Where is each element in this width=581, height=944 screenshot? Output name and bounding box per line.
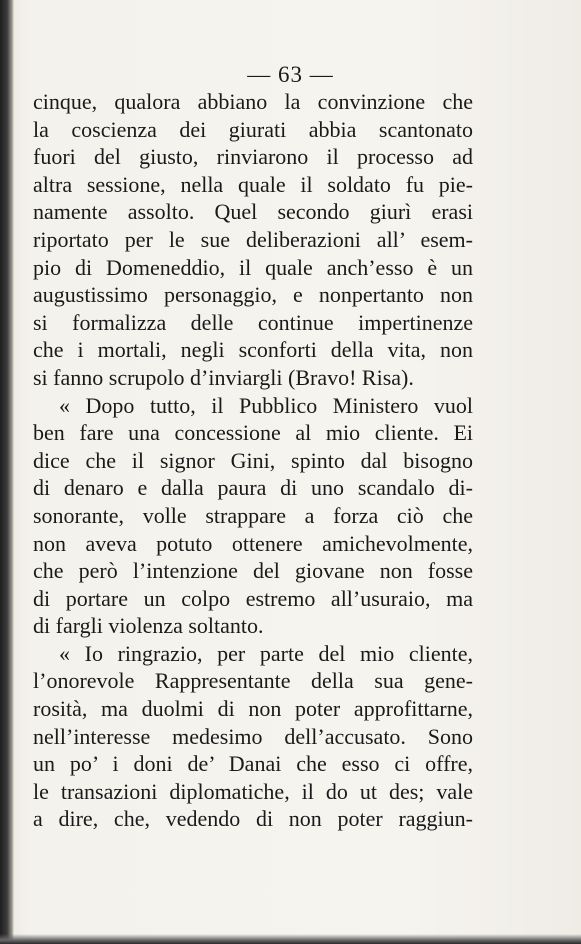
text-line: di denaro e dalla paura di uno scandalo di-	[33, 475, 473, 501]
text-line: rosità, ma duolmi di non poter approfittarne,	[33, 696, 473, 722]
text-line: che però l’intenzione del giovane non fosse	[33, 558, 473, 584]
text-line: si formalizza delle continue impertinenze	[33, 309, 473, 335]
text-line: « Io ringrazio, per parte del mio cliente,	[59, 640, 473, 666]
text-line: la coscienza dei giurati abbia scantonato	[33, 116, 473, 142]
book-binding-edge	[0, 0, 14, 944]
text-line: augustissimo personaggio, e nonpertanto non	[33, 282, 473, 308]
text-line: a dire, che, vedendo di non poter raggiun-	[33, 806, 473, 832]
text-line: fuori del giusto, rinviarono il processo ad	[33, 144, 473, 170]
text-line: l’onorevole Rappresentante della sua gene-	[33, 668, 473, 694]
text-line: namente assolto. Quel secondo giurì erasi	[33, 199, 473, 225]
page-bottom-edge	[0, 934, 581, 944]
text-line: non aveva potuto ottenere amichevolmente,	[33, 530, 473, 556]
text-line: cinque, qualora abbiano la convinzione che	[33, 89, 473, 114]
text-line: altra sessione, nella quale il soldato fu pie-	[33, 171, 473, 197]
body-text	[33, 88, 473, 833]
page-number: — 63 —	[247, 62, 334, 87]
text-line: di fargli violenza soltanto.	[33, 613, 264, 639]
text-line: dice che il signor Gini, spinto dal bisogno	[33, 447, 473, 473]
text-line: ben fare una concessione al mio cliente. Ei	[33, 420, 473, 446]
text-line: di portare un colpo estremo all’usuraio, ma	[33, 585, 473, 611]
text-line: un po’ i doni de’ Danai che esso ci offre,	[33, 751, 473, 777]
text-line: riportato per le sue deliberazioni all’ esem-	[33, 226, 473, 252]
text-line: pio di Domeneddio, il quale anch’esso è un	[33, 254, 473, 280]
text-line: che i mortali, negli sconforti della vita, non	[33, 337, 473, 363]
text-line: nell’interesse medesimo dell’accusato. Sono	[33, 723, 473, 749]
text-line: « Dopo tutto, il Pubblico Ministero vuol	[59, 392, 473, 418]
text-line: le transazioni diplomatiche, il do ut des; vale	[33, 778, 473, 804]
text-line: si fanno scrupolo d’inviargli (Bravo! Risa).	[33, 364, 414, 390]
text-line: sonorante, volle strappare a forza ciò che	[33, 502, 473, 528]
